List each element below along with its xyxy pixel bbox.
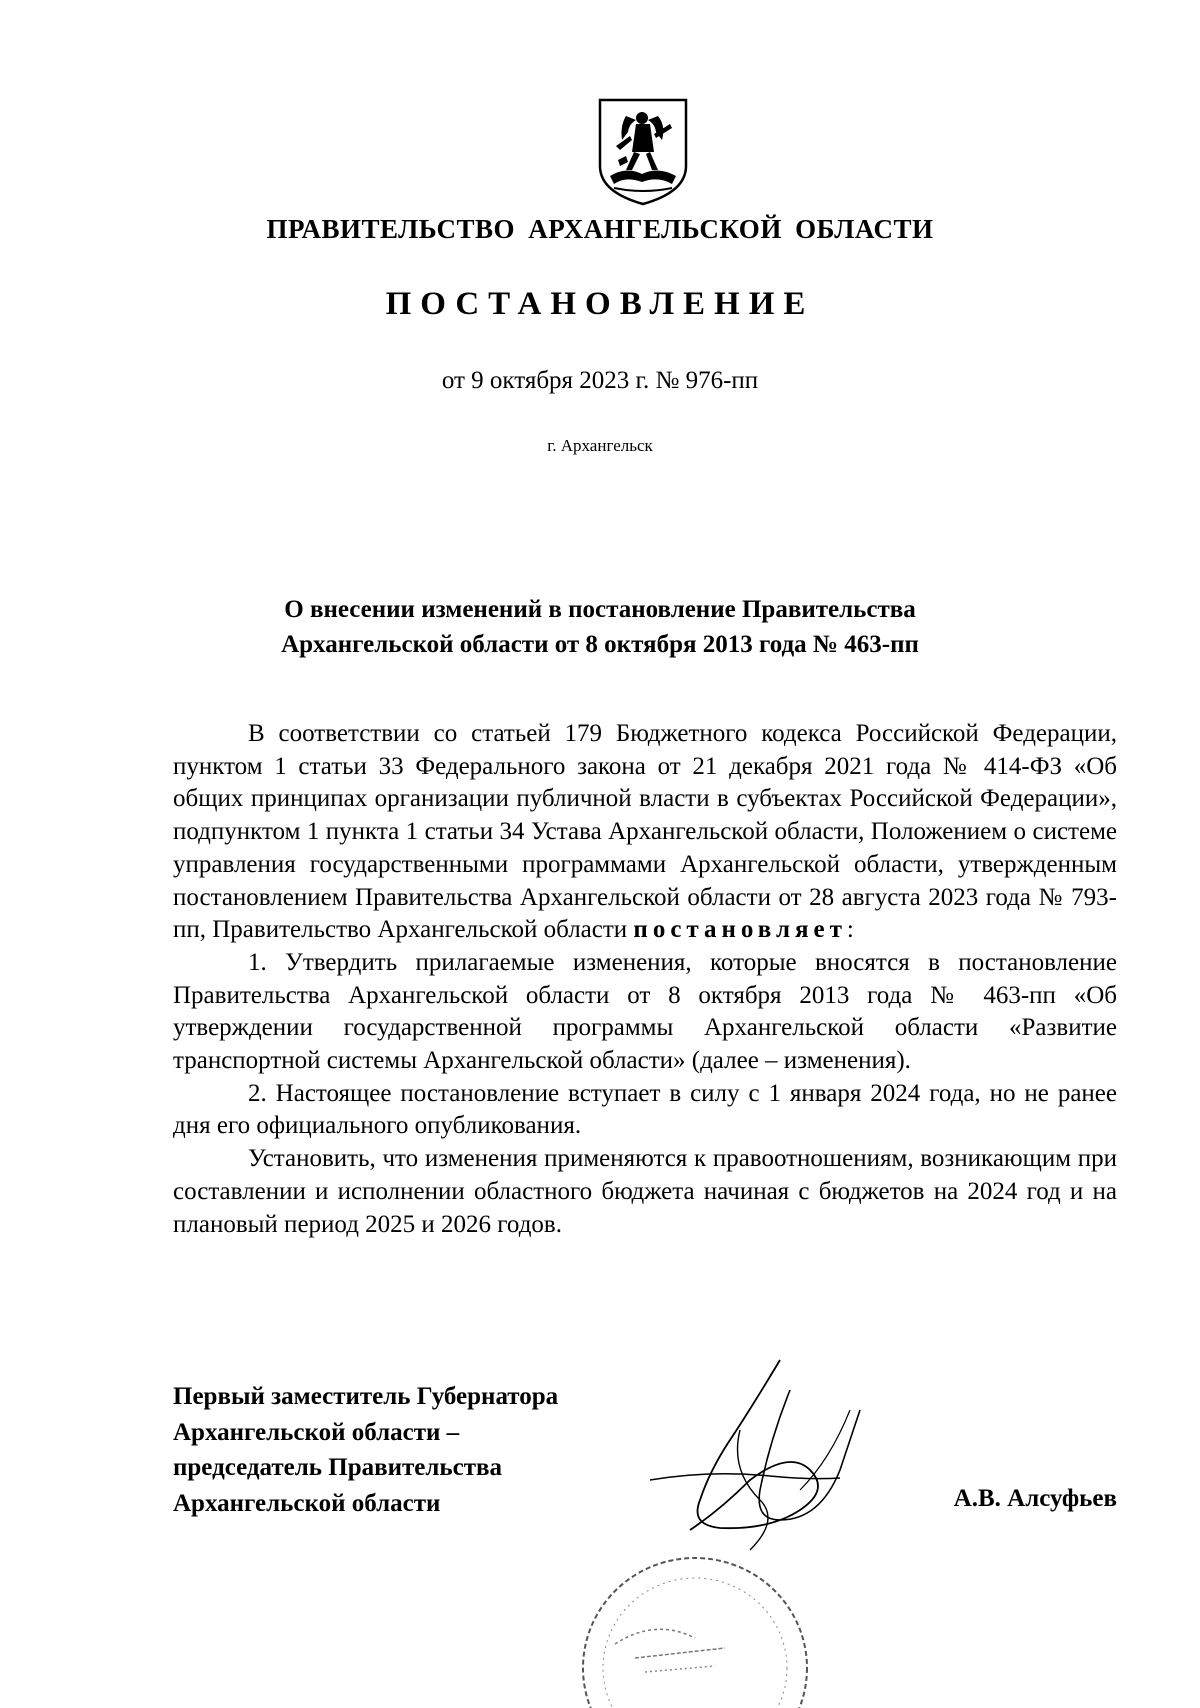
document-body — [173, 718, 1117, 1241]
document-city: г. Архангельск — [547, 436, 653, 455]
document-kind: ПОСТАНОВЛЕНИЕ — [385, 286, 815, 322]
handwritten-signature — [630, 1350, 870, 1580]
decrees-word: постановляет — [633, 916, 847, 944]
signatory-position-line-3: председатель Правительства — [173, 1454, 503, 1481]
item-3-paragraph: Установить, что изменения применяются к правоотношениям, возникающим при составлении и исполнении областного бюджета начиная с бюджетов на 2024 год и на плановый период 2025 и 2026 годов. — [173, 1145, 1117, 1238]
signatory-name: А.В. Алсуфьев — [953, 1485, 1117, 1512]
preamble-paragraph — [173, 718, 1117, 947]
decrees-colon: : — [846, 916, 854, 944]
signatory-position — [173, 1379, 558, 1521]
document-date-number: от 9 октября 2023 г. № 976-пп — [441, 367, 759, 394]
signatory-position-line-1: Первый заместитель Губернатора — [173, 1383, 559, 1410]
coat-of-arms-icon — [596, 96, 690, 208]
document-subject — [200, 592, 1000, 662]
signatory-position-line-2: Архангельской области – — [173, 1418, 460, 1446]
subject-line-1: О внесении изменений в постановление Правительства — [284, 596, 916, 623]
item-2-paragraph: 2. Настоящее постановление вступает в силу с 1 января 2024 года, но не ранее дня его официального опубликования. — [173, 1079, 1117, 1140]
item-1-paragraph: 1. Утвердить прилагаемые изменения, которые вносятся в постановление Правительства Архангельской области от 8 октября 2013 года № 463-пп «Об утверждении государственной программы Архангельской области «Развитие транспортной системы Архангельской области» (далее – изменения). — [173, 948, 1117, 1075]
subject-line-2: Архангельской области от 8 октября 2013 года № 463-пп — [281, 631, 919, 658]
preamble-text: В соответствии со статьей 179 Бюджетного кодекса Российской Федерации, пунктом 1 статьи 33 Федерального закона от 21 декабря 2021 года № 414-ФЗ «Об общих принципах организации публичной власти в субъектах Российской Федерации», подпунктом 1 пункта 1 статьи 34 Устава Архангельской области, Положением о системе управления государственными программами Архангельской области, утвержденным постановлением Правительства Архангельской области от 28 августа 2023 года № 793-пп, Правительство Архангельской области — [173, 720, 1117, 944]
government-title: ПРАВИТЕЛЬСТВО АРХАНГЕЛЬСКОЙ ОБЛАСТИ — [266, 214, 934, 244]
signatory-position-line-4: Архангельской области — [173, 1489, 441, 1517]
